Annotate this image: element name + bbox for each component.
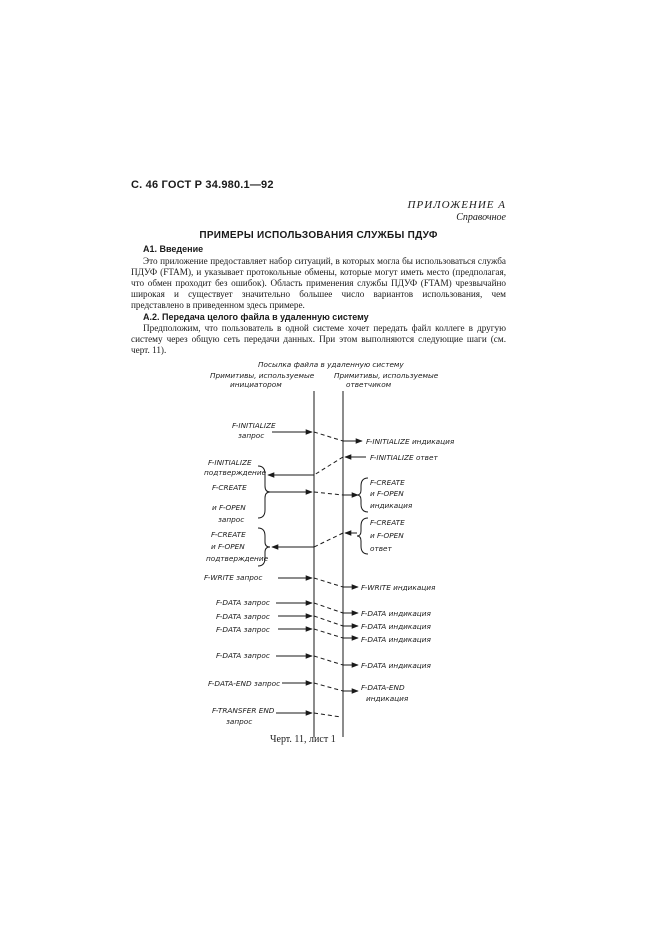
label-data-indication-2: F-DATA индикация (361, 622, 431, 631)
label-initialize-confirm: F-INITIALIZE подтверждение (204, 458, 267, 477)
appendix-title: ПРИЛОЖЕНИЕ А (407, 199, 506, 211)
path-transfer-end-cross (314, 713, 341, 717)
label-data-request-1: F-DATA запрос (216, 598, 270, 607)
label-data-request-2: F-DATA запрос (216, 612, 270, 621)
path-create-cross (314, 492, 343, 495)
figure-caption: Черт. 11, лист 1 (270, 734, 336, 745)
section-heading-intro: А1. Введение (143, 244, 204, 254)
label-create-response: F-CREATE и F-OPEN ответ (370, 518, 405, 553)
label-data-end-request: F-DATA-END запрос (208, 679, 281, 688)
appendix-subtitle: Справочное (456, 212, 506, 223)
section-paragraph-intro: Это приложение предоставляет набор ситуаций, в которых могла бы использоваться служба ПДУФ (FTAM), и указывает протокольные обмены, которые могут иметь место (предполагая, что обмен проходит без ошибок). Область применения службы ПДУФ (FTAM) чрезвычайно широкая и существует значительно большее число вариантов использования, чем представлено в приведенном здесь примере. (131, 256, 506, 310)
label-data-request-3: F-DATA запрос (216, 625, 270, 634)
path-data-cross-3 (314, 629, 343, 638)
brace-create-response (357, 518, 368, 554)
label-data-end-indication: F-DATA-END индикация (361, 683, 409, 703)
label-write-indication: F-WRITE индикация (361, 583, 436, 592)
section-paragraph-transfer: Предположим, что пользователь в одной системе хочет передать файл коллеге в другую систему через общую сеть передачи данных. При этом выполняются следующие шаги (см. черт. 11). (131, 323, 506, 355)
page-header: С. 46 ГОСТ Р 34.980.1—92 (131, 179, 274, 191)
label-data-indication-4: F-DATA индикация (361, 661, 431, 670)
label-data-indication-3: F-DATA индикация (361, 635, 431, 644)
label-initialize-request: F-INITIALIZE запрос (232, 421, 276, 440)
path-initialize-response-cross (314, 457, 343, 475)
label-initialize-response: F-INITIALIZE ответ (370, 453, 438, 462)
label-create-request: F-CREATE и F-OPEN запрос (212, 483, 247, 524)
path-data-cross-1 (314, 603, 343, 613)
label-data-indication-1: F-DATA индикация (361, 609, 431, 618)
left-column-header: Примитивы, используемые инициатором (210, 371, 315, 389)
label-write-request: F-WRITE запрос (204, 573, 263, 582)
path-initialize-cross (314, 432, 343, 441)
label-data-request-4: F-DATA запрос (216, 651, 270, 660)
label-create-indication: F-CREATE и F-OPEN индикация (370, 478, 413, 510)
path-data-cross-4 (314, 656, 343, 665)
path-write-cross (314, 578, 343, 587)
path-data-cross-2 (314, 616, 343, 626)
path-create-response-cross (314, 533, 343, 547)
diagram-title: Посылка файла в удаленную систему (258, 360, 404, 369)
main-title: ПРИМЕРЫ ИСПОЛЬЗОВАНИЯ СЛУЖБЫ ПДУФ (199, 230, 438, 241)
label-initialize-indication: F-INITIALIZE индикация (366, 437, 455, 446)
path-data-end-cross (314, 683, 343, 691)
section-heading-transfer: А.2. Передача целого файла в удаленную систему (143, 312, 369, 322)
label-create-confirm: F-CREATE и F-OPEN подтверждение (206, 530, 269, 563)
label-transfer-end-request: F-TRANSFER END запрос (212, 706, 275, 726)
brace-create-indication (357, 478, 368, 512)
right-column-header: Примитивы, используемые ответчиком (334, 371, 439, 389)
